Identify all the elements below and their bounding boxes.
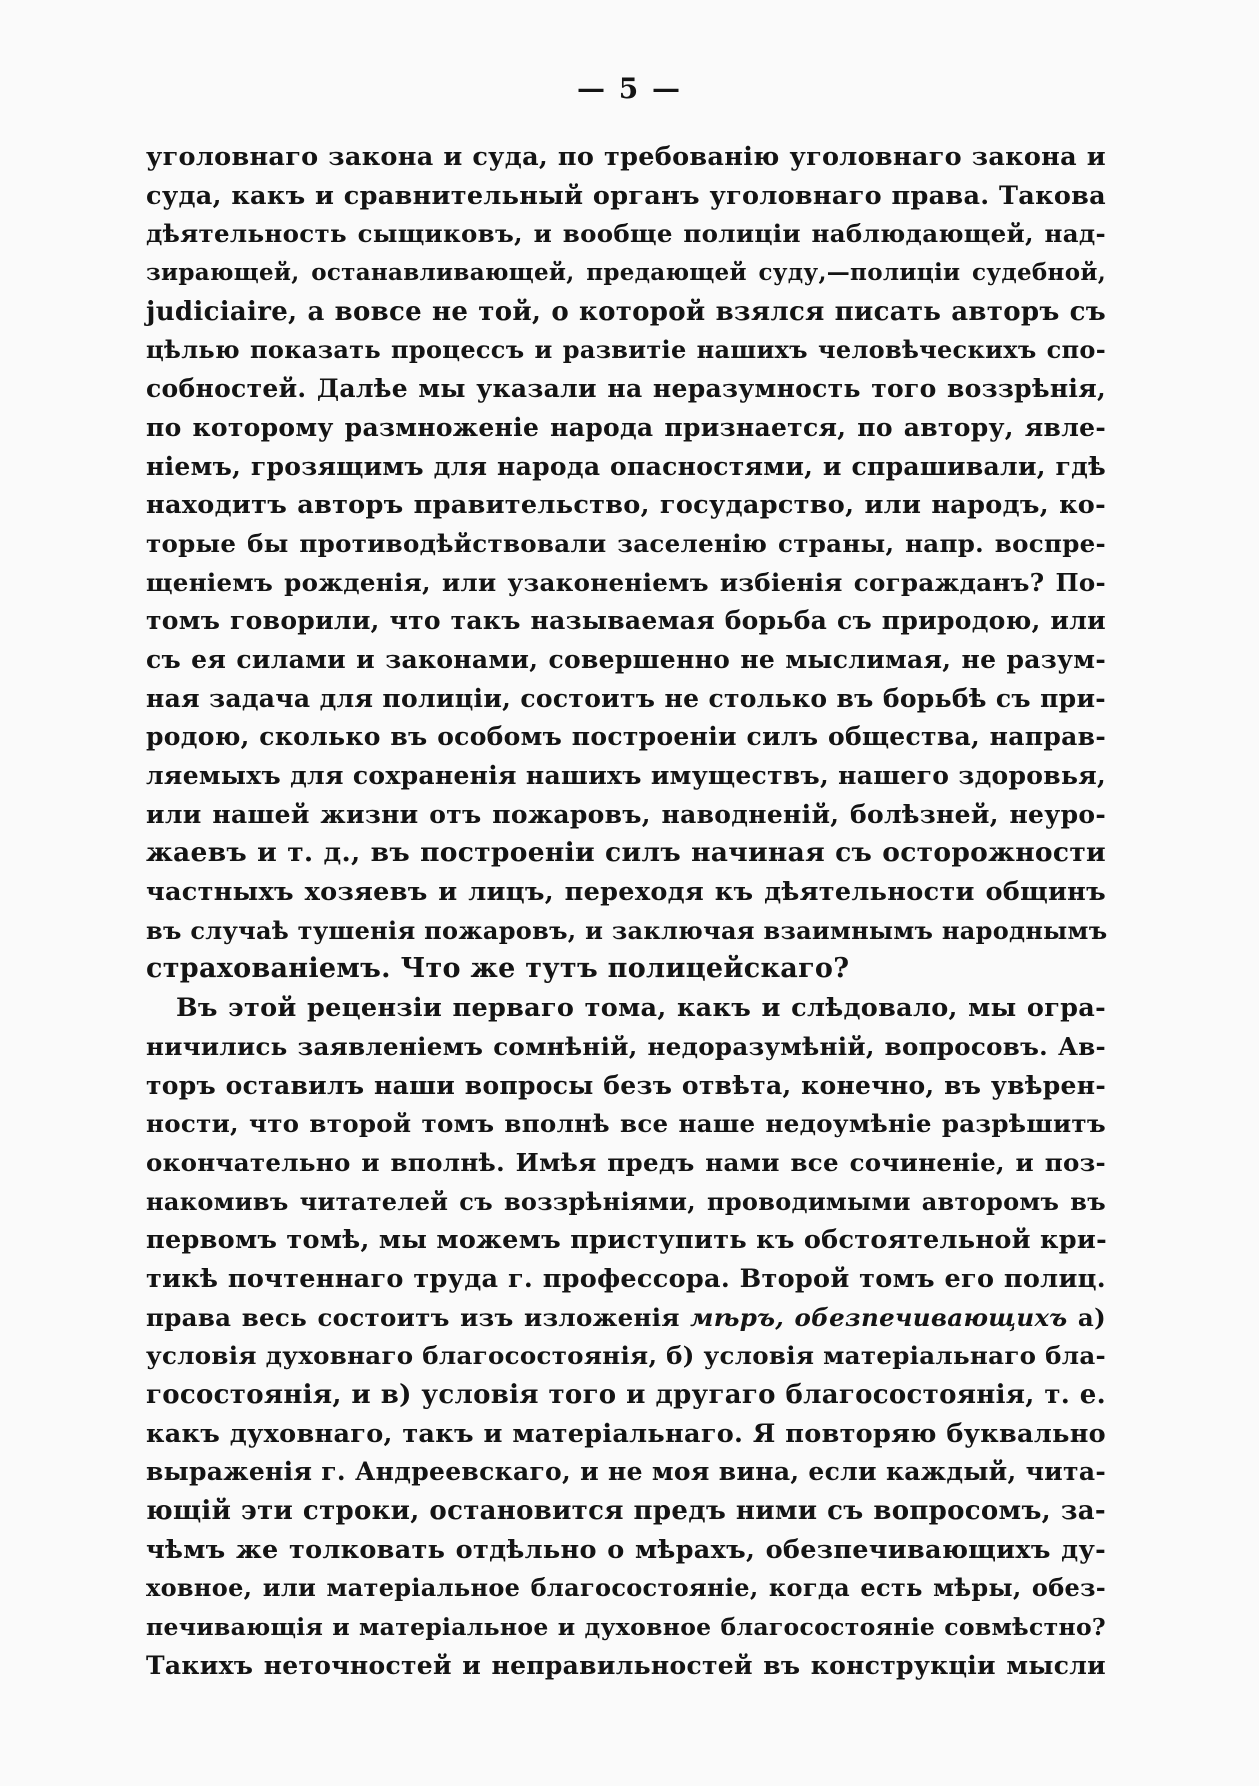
text-line: ющій эти строки, остановится предъ ними съ вопросомъ, за- bbox=[146, 1496, 1106, 1527]
text-line: частныхъ хозяевъ и лицъ, переходя къ дѣятельности общинъ bbox=[146, 877, 1106, 908]
text-line: печивающія и матеріальное и духовное благосостояніе совмѣстно? bbox=[146, 1613, 1106, 1642]
text-line: щеніемъ рожденія, или узаконеніемъ избіенія согражданъ? По- bbox=[146, 567, 1106, 597]
text-line: чѣмъ же толковать отдѣльно о мѣрахъ, обезпечивающихъ ду- bbox=[146, 1534, 1106, 1565]
text-line: зирающей, останавливающей, предающей суду,—полиціи судебной, bbox=[146, 259, 1106, 287]
text-line: Въ этой рецензіи перваго тома, какъ и слѣдовало, мы огра- bbox=[176, 993, 1106, 1024]
text-line: ляемыхъ для сохраненія нашихъ имуществъ, нашего здоровья, bbox=[146, 761, 1106, 790]
text-line: жаевъ и т. д., въ построеніи силъ начиная съ осторожности bbox=[146, 837, 1106, 869]
text-line: ная задача для полиціи, состоитъ не столько въ борьбѣ съ при- bbox=[146, 683, 1106, 713]
text-body bbox=[146, 138, 1106, 1686]
text-line: цѣлью показать процессъ и развитіе нашихъ человѣческихъ спо- bbox=[146, 335, 1106, 365]
text-line: собностей. Далѣе мы указали на неразумность того воззрѣнія, bbox=[146, 374, 1106, 404]
text-line: дѣятельность сыщиковъ, и вообще полиціи наблюдающей, над- bbox=[146, 219, 1106, 249]
text-line: judiciaire, а вовсе не той, о которой взялся писать авторъ съ bbox=[146, 296, 1106, 327]
text-line: тикѣ почтеннаго труда г. профессора. Второй томъ его полиц. bbox=[146, 1263, 1106, 1294]
text-line: накомивъ читателей съ воззрѣніями, проводимыми авторомъ въ bbox=[146, 1186, 1106, 1216]
text-line: или нашей жизни отъ пожаровъ, наводненій, болѣзней, неуро- bbox=[146, 799, 1106, 829]
text-line: по которому размноженіе народа признается, по автору, явле- bbox=[146, 412, 1106, 442]
text-line: ности, что второй томъ вполнѣ все наше недоумѣніе разрѣшитъ bbox=[146, 1109, 1106, 1139]
text-line: съ ея силами и законами, совершенно не мыслимая, не разум- bbox=[146, 644, 1106, 674]
text-line: окончательно и вполнѣ. Имѣя предъ нами все сочиненіе, и поз- bbox=[146, 1147, 1106, 1177]
text-line: уголовнаго закона и суда, по требованію уголовнаго закона и bbox=[146, 142, 1106, 172]
text-line: торъ оставилъ наши вопросы безъ отвѣта, конечно, въ увѣрен- bbox=[146, 1070, 1106, 1100]
text-line: ховное, или матеріальное благосостояніе, когда есть мѣры, обез- bbox=[146, 1573, 1106, 1603]
text-line: томъ говорили, что такъ называемая борьба съ природою, или bbox=[146, 606, 1106, 636]
text-line: въ случаѣ тушенія пожаровъ, и заключая взаимнымъ народнымъ bbox=[146, 915, 1108, 945]
text-line: выраженія г. Андреевскаго, и не моя вина, если каждый, чита- bbox=[146, 1457, 1106, 1487]
text-line: Такихъ неточностей и неправильностей въ конструкціи мысли bbox=[146, 1650, 1106, 1680]
text-line: торые бы противодѣйствовали заселенію страны, напр. воспре- bbox=[146, 528, 1106, 558]
page-number: — 5 — bbox=[577, 72, 682, 105]
text-line: ничились заявленіемъ сомнѣній, недоразумѣній, вопросовъ. Ав- bbox=[146, 1031, 1106, 1061]
text-line: страхованіемъ. Что же тутъ полицейскаго? bbox=[146, 953, 850, 985]
text-line-with-emphasis bbox=[146, 1299, 1106, 1338]
text-line: какъ духовнаго, такъ и матеріальнаго. Я повторяю буквально bbox=[146, 1418, 1106, 1449]
text-line: ніемъ, грозящимъ для народа опасностями, и спрашивали, гдѣ bbox=[146, 451, 1106, 481]
text-line: родою, сколько въ особомъ построеніи силъ общества, направ- bbox=[146, 722, 1106, 752]
text-line: первомъ томѣ, мы можемъ приступить къ обстоятельной кри- bbox=[146, 1225, 1107, 1256]
text-line: находитъ авторъ правительство, государство, или народъ, ко- bbox=[146, 490, 1106, 521]
text-segment: а) bbox=[1067, 1302, 1106, 1332]
text-line: условія духовнаго благосостоянія, б) условія матеріальнаго бла- bbox=[146, 1341, 1106, 1371]
text-line: госостоянія, и в) условія того и другаго благосостоянія, т. е. bbox=[146, 1380, 1106, 1410]
emphasized-text: мѣръ, обезпечивающихъ bbox=[690, 1302, 1068, 1332]
text-line: суда, какъ и сравнительный органъ уголовнаго права. Такова bbox=[146, 180, 1106, 211]
text-segment: права весь состоитъ изъ изложенія bbox=[146, 1302, 691, 1332]
